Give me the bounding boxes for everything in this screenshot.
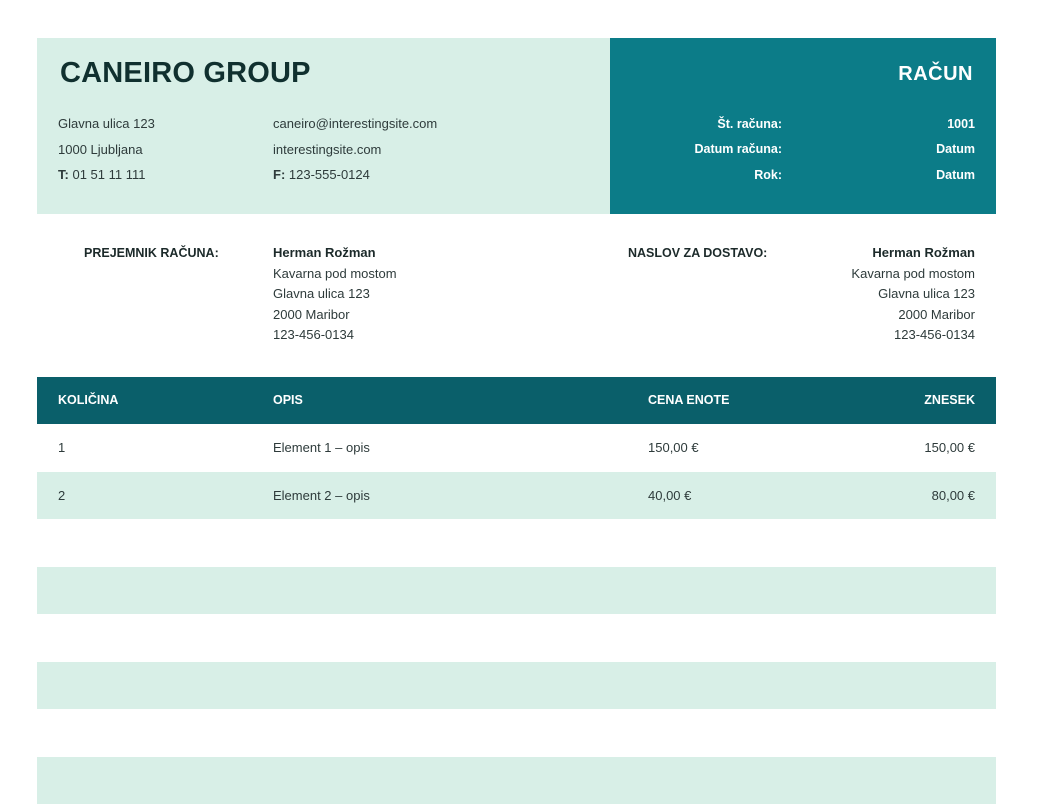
bill-to-line: 123-456-0134 [273, 325, 397, 346]
invoice-panel [610, 38, 996, 214]
invoice-number-label: Št. računa: [717, 117, 782, 131]
table-row [37, 519, 996, 567]
company-panel [37, 38, 610, 214]
fax-value: 123-555-0124 [289, 167, 370, 182]
cell-quantity: 1 [58, 440, 65, 455]
company-name: CANEIRO GROUP [60, 57, 311, 90]
cell-unit-price: 40,00 € [648, 488, 691, 503]
items-table-header [37, 377, 996, 424]
invoice-title: RAČUN [898, 63, 973, 86]
table-row [37, 614, 996, 662]
table-row [37, 709, 996, 757]
bill-to-line: Glavna ulica 123 [273, 284, 397, 305]
company-address-line1: Glavna ulica 123 [58, 116, 155, 131]
cell-amount: 80,00 € [932, 488, 975, 503]
due-date-label: Rok: [754, 168, 782, 182]
due-date-value: Datum [936, 168, 975, 182]
column-header-quantity: KOLIČINA [58, 393, 118, 407]
cell-description: Element 2 – opis [273, 488, 370, 503]
bill-to-label: PREJEMNIK RAČUNA: [84, 246, 219, 260]
ship-to-line: Glavna ulica 123 [851, 284, 975, 305]
table-row [37, 567, 996, 615]
cell-quantity: 2 [58, 488, 65, 503]
table-row [37, 662, 996, 710]
ship-to-label: NASLOV ZA DOSTAVO: [628, 246, 767, 260]
items-table [37, 377, 996, 804]
cell-unit-price: 150,00 € [648, 440, 699, 455]
phone-value: 01 51 11 111 [72, 167, 145, 182]
company-phone [58, 167, 145, 182]
invoice-date-value: Datum [936, 142, 975, 156]
ship-to-address [851, 243, 975, 346]
bill-to-address [273, 243, 397, 346]
ship-to-line: 2000 Maribor [851, 305, 975, 326]
phone-label: T: [58, 167, 69, 182]
cell-description: Element 1 – opis [273, 440, 370, 455]
ship-to-line: Kavarna pod mostom [851, 264, 975, 285]
column-header-amount: ZNESEK [924, 393, 975, 407]
fax-label: F: [273, 167, 285, 182]
bill-to-line: 2000 Maribor [273, 305, 397, 326]
table-row [37, 424, 996, 472]
company-email: caneiro@interestingsite.com [273, 116, 437, 131]
company-fax [273, 167, 370, 182]
bill-to-line: Kavarna pod mostom [273, 264, 397, 285]
cell-amount: 150,00 € [924, 440, 975, 455]
company-website: interestingsite.com [273, 142, 381, 157]
column-header-description: OPIS [273, 393, 303, 407]
column-header-unit-price: CENA ENOTE [648, 393, 730, 407]
table-row [37, 757, 996, 804]
ship-to-name: Herman Rožman [851, 243, 975, 264]
invoice-header [37, 38, 996, 214]
ship-to-line: 123-456-0134 [851, 325, 975, 346]
bill-to-name: Herman Rožman [273, 243, 397, 264]
invoice-date-label: Datum računa: [694, 142, 782, 156]
table-row [37, 472, 996, 520]
company-address-line2: 1000 Ljubljana [58, 142, 143, 157]
invoice-number-value: 1001 [947, 117, 975, 131]
